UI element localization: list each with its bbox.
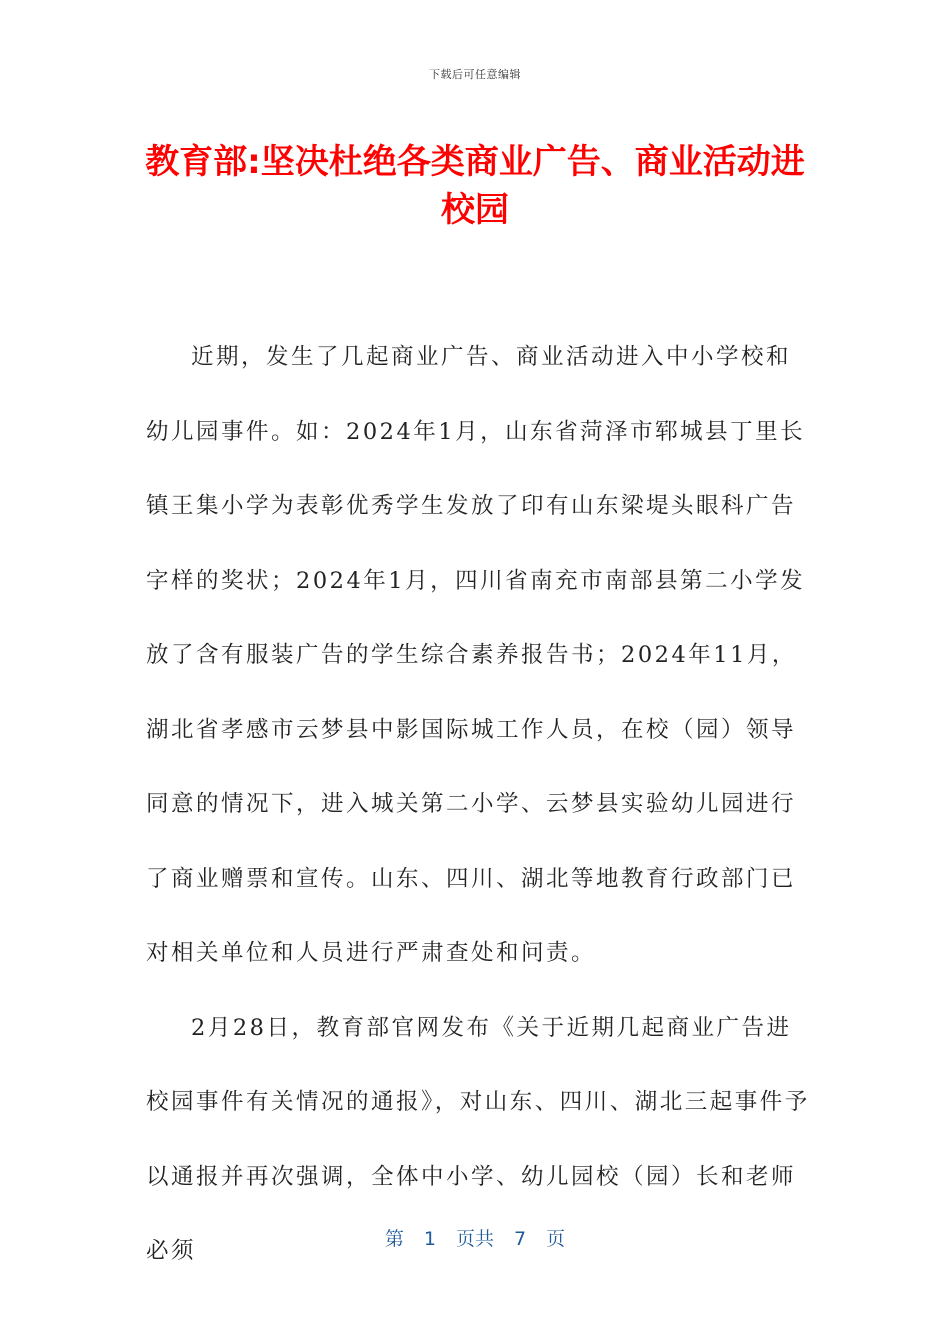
footer-total-pages: 7 [514, 1228, 527, 1250]
paragraph: 近期，发生了几起商业广告、商业活动进入中小学校和幼儿园事件。如：2024年1月，山东省菏泽市郓城县丁里长镇王集小学为表彰优秀学生发放了印有山东梁堤头眼科广告字样的奖状；2024年1月，四川省南充市南部县第二小学发放了含有服装广告的学生综合素养报告书；2024年11月，湖北省孝感市云梦县中影国际城工作人员，在校（园）领导同意的情况下，进入城关第二小学、云梦县实验幼儿园进行了商业赠票和宣传。山东、四川、湖北等地教育行政部门已对相关单位和人员进行严肃查处和问责。 [146, 344, 806, 966]
footer-middle: 页共 [455, 1228, 494, 1250]
header-note: 下载后可任意编辑 [429, 68, 521, 81]
document-body [146, 320, 814, 1289]
footer-page-number: 1 [423, 1228, 436, 1250]
document-title: 教育部:坚决杜绝各类商业广告、商业活动进校园 [145, 142, 805, 230]
footer-suffix: 页 [546, 1228, 566, 1250]
footer-prefix: 第 [384, 1228, 404, 1250]
page-footer [0, 1224, 950, 1251]
paragraph: 2月28日，教育部官网发布《关于近期几起商业广告进校园事件有关情况的通报》，对山东、四川、湖北三起事件予以通报并再次强调，全体中小学、幼儿园校（园）长和老师必须 [146, 1014, 810, 1264]
